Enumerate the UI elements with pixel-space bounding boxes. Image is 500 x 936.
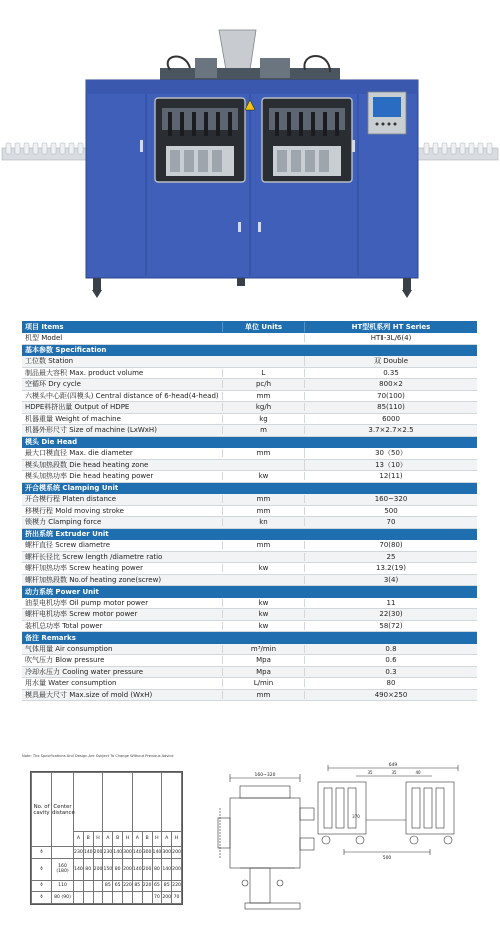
front-dim-a: 35	[367, 770, 373, 775]
row-label: 用水量 Water consumption	[25, 679, 117, 688]
cavity-cell	[83, 892, 93, 904]
cavity-cell	[132, 892, 142, 904]
spec-row	[22, 471, 477, 483]
row-value: 3.7×2.7×2.5	[304, 426, 477, 434]
row-value: 13.2(19)	[304, 564, 477, 572]
bottle-icon: ⚱	[32, 847, 52, 859]
row-value: 70	[304, 518, 477, 526]
row-label: 移模行程 Mold moving stroke	[25, 506, 124, 515]
extruder-hopper	[160, 30, 340, 84]
section-title: 挤出系统 Extruder Unit	[25, 530, 109, 539]
cavity-row	[32, 847, 182, 859]
bottle-icon: ⚱	[32, 880, 52, 892]
cavity-cell: 70	[152, 892, 162, 904]
cavity-cell: 140	[132, 847, 142, 859]
row-value: 6000	[304, 415, 477, 423]
row-unit: Mpa	[222, 668, 304, 676]
cavity-cell: 200	[172, 847, 182, 859]
front-dim-bottom: 500	[382, 856, 392, 860]
row-label: 机器重量 Weight of machine	[25, 414, 121, 423]
cavity-cell: 300	[142, 847, 152, 859]
row-unit: L/min	[222, 679, 304, 687]
front-dim-d: 370	[352, 814, 360, 819]
cavity-cell: 220	[123, 880, 133, 892]
control-panel	[368, 92, 406, 134]
left-window	[155, 98, 245, 182]
row-value: 双 Double	[304, 356, 477, 366]
spec-row	[22, 575, 477, 587]
spec-sections	[22, 345, 477, 702]
row-unit: kw	[222, 610, 304, 618]
row-value: 0.35	[304, 369, 477, 377]
row-unit: kw	[222, 564, 304, 572]
header-series: HT型机系列 HT Series	[304, 322, 477, 332]
row-unit: mm	[222, 691, 304, 699]
row-label: 最大口模直径 Max. die diameter	[25, 449, 133, 458]
spec-row	[22, 644, 477, 656]
cavity-cell: 200	[142, 859, 152, 881]
cavity-letter: A	[132, 831, 142, 847]
row-unit: m³/min	[222, 645, 304, 653]
row-unit: mm	[222, 449, 304, 457]
spec-header-row	[22, 321, 477, 333]
cavity-cell: 150	[103, 859, 113, 881]
cavity-cell	[142, 892, 152, 904]
cavity-cell: 300	[123, 847, 133, 859]
section-header	[22, 586, 477, 598]
cavity-letter: H	[123, 831, 133, 847]
row-unit: mm	[222, 495, 304, 503]
row-value: HTⅡ-3L/6(4)	[304, 334, 477, 342]
cavity-letter: A	[74, 831, 84, 847]
cavity-letter: A	[103, 831, 113, 847]
row-unit: mm	[222, 392, 304, 400]
cavity-cell: 200	[172, 859, 182, 881]
cavity-letter: B	[113, 831, 123, 847]
row-label: 螺杆直径 Screw diametre	[25, 541, 111, 550]
row-value: 800×2	[304, 380, 477, 388]
left-conveyor	[2, 143, 90, 160]
section-title: 动力系统 Power Unit	[25, 587, 99, 596]
cavity-cell: 200	[162, 892, 172, 904]
spec-row	[22, 379, 477, 391]
row-label: 装机总功率 Total power	[25, 621, 103, 630]
cavity-cell: 220	[172, 880, 182, 892]
center-distance: 110	[52, 880, 74, 892]
cavity-table	[30, 771, 183, 905]
row-label: 螺杆加热功率 Screw heating power	[25, 564, 143, 573]
center-distance	[52, 847, 74, 859]
spec-row	[22, 425, 477, 437]
spec-row	[22, 368, 477, 380]
cavity-cell: 200	[123, 859, 133, 881]
cavity-cell: 230	[74, 847, 84, 859]
spec-row	[22, 655, 477, 667]
row-label: 锁模力 Clamping force	[25, 518, 102, 527]
cavity-cell: 300	[162, 847, 172, 859]
cavity-cell: 140	[152, 847, 162, 859]
cavity-letter: B	[83, 831, 93, 847]
row-unit: mm	[222, 541, 304, 549]
spec-row	[22, 448, 477, 460]
cavity-cell: 80	[152, 859, 162, 881]
spec-row	[22, 540, 477, 552]
row-label: 开合模行程 Platen distance	[25, 495, 117, 504]
row-value: 25	[304, 553, 477, 561]
cavity-cell	[123, 892, 133, 904]
row-value: 11	[304, 599, 477, 607]
cavity-cell: 85	[103, 880, 113, 892]
cavity-cell: 140	[113, 847, 123, 859]
side-dim-label: 160~320	[254, 773, 276, 778]
cavity-letter: H	[172, 831, 182, 847]
cavity-cell: 70	[172, 892, 182, 904]
row-value: 490×250	[304, 691, 477, 699]
machine-photo	[0, 0, 500, 310]
spec-row	[22, 552, 477, 564]
cavity-cell: 65	[152, 880, 162, 892]
spec-row	[22, 621, 477, 633]
spec-row	[22, 402, 477, 414]
row-label: 工位数 Station	[25, 357, 74, 366]
row-value: 80	[304, 679, 477, 687]
row-unit: kw	[222, 622, 304, 630]
cavity-letter: H	[152, 831, 162, 847]
row-value: 0.8	[304, 645, 477, 653]
cavity-cell	[93, 880, 103, 892]
cavity-row	[32, 892, 182, 904]
section-header	[22, 529, 477, 541]
row-label: 冷却水压力 Cooling water pressure	[25, 667, 144, 676]
row-label: 吹气压力 Blow pressure	[25, 656, 105, 665]
center-distance: 80 (90)	[52, 892, 74, 904]
section-title: 基本参数 Specification	[25, 346, 107, 355]
cavity-letter: B	[142, 831, 152, 847]
row-label: 机型 Model	[25, 334, 63, 343]
bottle-icon: ⚱	[32, 892, 52, 904]
row-unit: kw	[222, 472, 304, 480]
row-value: 70(100)	[304, 392, 477, 400]
cavity-cell: 200	[93, 859, 103, 881]
cavity-cell: 140	[132, 859, 142, 881]
spec-row	[22, 667, 477, 679]
front-dim-width: 649	[388, 763, 398, 768]
cavity-cell: 140	[74, 859, 84, 881]
row-label: 机器外形尺寸 Size of machine (LxWxH)	[25, 426, 157, 435]
row-value: 85(110)	[304, 403, 477, 411]
center-distance: 160 (180)	[52, 859, 74, 881]
row-unit: kg	[222, 415, 304, 423]
cavity-cell: 140	[162, 859, 172, 881]
section-header	[22, 483, 477, 495]
cavity-row	[32, 859, 182, 881]
row-value: 500	[304, 507, 477, 515]
spec-row	[22, 506, 477, 518]
cavity-col-header: No. of cavity	[32, 773, 52, 847]
row-unit: m	[222, 426, 304, 434]
spec-row	[22, 494, 477, 506]
row-label: HDPE料挤出量 Output of HDPE	[25, 403, 130, 412]
row-value: 22(30)	[304, 610, 477, 618]
spec-row	[22, 391, 477, 403]
row-label: 油泵电机功率 Oil pump motor power	[25, 598, 149, 607]
header-units: 单位 Units	[222, 322, 304, 332]
row-label: 制品最大容积 Max. product volume	[25, 368, 144, 377]
row-unit: mm	[222, 507, 304, 515]
row-value: 12(11)	[304, 472, 477, 480]
cavity-cell: 200	[93, 847, 103, 859]
row-label: 气体用量 Air consumption	[25, 644, 113, 653]
spec-row	[22, 414, 477, 426]
row-value: 160~320	[304, 495, 477, 503]
row-unit: pc/h	[222, 380, 304, 388]
machine-legs	[92, 278, 412, 298]
right-window	[262, 98, 352, 182]
row-value: 70(80)	[304, 541, 477, 549]
cavity-cell	[93, 892, 103, 904]
cavity-cell: 85	[132, 880, 142, 892]
spec-row	[22, 598, 477, 610]
cavity-cell: 65	[113, 880, 123, 892]
row-label: 六模头中心距(四模头) Central distance of 6-head(4-head)	[25, 391, 219, 400]
section-title: 备注 Remarks	[25, 633, 76, 642]
cavity-cell: 140	[83, 847, 93, 859]
spec-row	[22, 678, 477, 690]
spec-row	[22, 609, 477, 621]
cavity-cell	[74, 880, 84, 892]
cavity-cell	[74, 892, 84, 904]
cavity-cell	[103, 892, 113, 904]
row-value: 13（10）	[304, 460, 477, 470]
cavity-cell	[113, 892, 123, 904]
cavity-letter: H	[93, 831, 103, 847]
cavity-letter: A	[162, 831, 172, 847]
spec-row	[22, 460, 477, 472]
cavity-body	[32, 847, 182, 904]
front-dim-c: 40	[415, 770, 421, 775]
spec-row	[22, 690, 477, 702]
row-label: 空循环 Dry cycle	[25, 380, 81, 389]
spec-table	[22, 321, 477, 701]
row-value: 30（50）	[304, 448, 477, 458]
row-value: 0.3	[304, 668, 477, 676]
spec-row	[22, 517, 477, 529]
row-unit: kg/h	[222, 403, 304, 411]
section-title: 模头 Die Head	[25, 438, 78, 447]
front-view-drawing	[308, 760, 470, 860]
front-dim-b: 35	[391, 770, 397, 775]
row-label: 模头加热段数 Die head heating zone	[25, 460, 149, 469]
row-value: 3(4)	[304, 576, 477, 584]
cavity-cell: 220	[142, 880, 152, 892]
center-col-header: Center distance	[52, 773, 74, 847]
cavity-cell: 80	[113, 859, 123, 881]
right-conveyor	[418, 143, 498, 160]
row-unit: L	[222, 369, 304, 377]
section-header	[22, 345, 477, 357]
row-label: 螺杆长径比 Screw length /diametre ratio	[25, 552, 163, 561]
row-label: 螺杆电机功率 Screw motor power	[25, 610, 138, 619]
spec-row	[22, 356, 477, 368]
row-unit: Mpa	[222, 656, 304, 664]
row-unit: kw	[222, 599, 304, 607]
model-row	[22, 333, 477, 345]
row-label: 螺杆加热段数 No.of heating zone(screw)	[25, 575, 162, 584]
bottle-icon: ⚱	[32, 859, 52, 881]
row-unit: kn	[222, 518, 304, 526]
row-value: 58(72)	[304, 622, 477, 630]
section-header	[22, 632, 477, 644]
row-label: 模头加热功率 Die head heating power	[25, 472, 154, 481]
header-items: 项目 Items	[25, 323, 64, 331]
cavity-cell	[83, 880, 93, 892]
row-label: 模具最大尺寸 Max.size of mold (WxH)	[25, 690, 153, 699]
cavity-cell: 85	[162, 880, 172, 892]
section-title: 开合模系统 Clamping Unit	[25, 484, 119, 493]
cavity-cell: 80	[83, 859, 93, 881]
section-header	[22, 437, 477, 449]
cavity-cell: 230	[103, 847, 113, 859]
row-value: 0.6	[304, 656, 477, 664]
cavity-row	[32, 880, 182, 892]
spec-row	[22, 563, 477, 575]
spec-note: Note: The Specifications And Design Are Subject To Change Without Previous Advice	[22, 754, 174, 758]
